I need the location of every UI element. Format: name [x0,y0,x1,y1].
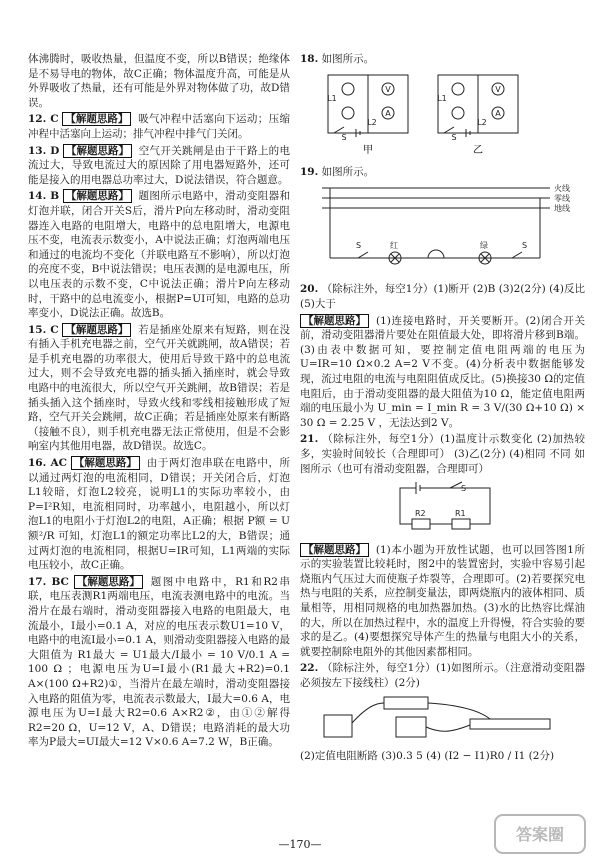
q20-tag: 【解题思路】 [300,314,369,328]
q11-continuation: 体沸腾时，吸收热量，但温度不变，所以B错误；绝缘体是不易导电的物体，故C正确；物体温度升高，可能是从外界吸收了热量，还有可能是外界对物体做了功，故D错误。 [28,53,290,109]
buzzer-icon [428,250,444,258]
q17-formula: R1最大 = U1最大/I最小 = 10 V/0.1 A = 100 Ω [28,648,291,676]
q19-header [300,165,585,180]
q15-text: 若是插座处原来有短路，则在没有插入手机充电器之前，空气开关就跳闸，故A错误；若是手机充电器的功率很大，使用后导致干路中的总电流过大，则不会导致充电器的插头插入插座时，就会导致电路中的电流很大，所以空气开关跳闸，故B错误；若是插头插入这个插座时，导致火线和零线相接触形成了短路，空气开关会跳闸，故C正确；若是插座处原来有断路（接触不良），则手机充电器无法正常使用，但是不会影响室内其他用电器，故D错误。故选C。 [28,323,291,453]
q20-formula: U_min = I_min R = 3 V/(30 Ω+10 Ω) × 30 Ω = 2.25 V [300,402,586,429]
q22-answer [300,661,585,690]
q18-text: 如图所示。 [321,53,375,65]
page-number: —170— [278,838,322,851]
q16-text-1: 由于两灯泡串联在电路中，所以通过两灯泡的电流相同，D错误；开关闭合后，灯泡L1较暗，灯泡L2较亮，说明L1的实际功率较小，由P=I²R知，电流相同时，功率越小，电阻越小，所以灯泡L1的电阻小于灯泡L2的电阻，A正确；根据 [28,457,291,528]
q16-formula: P额 = U额²/R [28,515,291,542]
q20-number: 20. [300,283,319,296]
q18-number: 18. [300,53,319,65]
svg-text:S: S [356,240,362,250]
label-green-lamp: 绿 [480,240,488,250]
q19-wiring-svg [300,182,585,274]
rheostat-icon [470,719,550,729]
q16-number: 16. AC [28,457,67,470]
label-live-wire: 火线 [554,183,570,193]
q16-text-2: 可知，灯泡L1的额定功率比L2的大，B错误；通过两灯泡的电流相同，根据U=IR可知，L1两端的实际电压较小，故C正确。 [28,530,291,572]
right-column [300,52,585,766]
q16-answer [28,456,290,573]
q21-circuit-figure [300,478,585,539]
label-red-lamp: 红 [390,240,398,250]
q15-number: 15. C [28,323,59,336]
q17-tag: 【解题思路】 [74,575,143,589]
q17-text-1: 题图中电路中，R1和R2串联，电压表测R1两端电压，电流表测电路中的电流。当滑片在最右端时，滑动变阻器接入电路的电阻最大，电流最小，I最小=0.1 A，对应的电压表示数U1=10 V，电路中的电流I最小=0.1 A，则滑动变阻器接入电路的最大阻值为 [28,575,290,661]
lamp-l2-icon [342,107,354,119]
left-column [28,52,290,752]
q22-subanswers [300,749,585,764]
svg-text:A: A [495,108,501,118]
q20-text: （除标注外，每空1分）(1)断开 (2)B (3)2(2分) (4)反比 (5)大于 [300,283,585,310]
svg-text:L1: L1 [327,93,337,103]
svg-text:A: A [385,108,391,118]
q19-wiring-figure [300,182,585,279]
q12-text: 吸气冲程中活塞向下运动；压缩冲程中活塞向上运动；排气冲程中排气门关闭。 [28,113,291,140]
q22-answer-2: (2)定值电阻断路 [300,750,378,763]
q22-formula: (I2 − I1)R0 / I1 [444,750,526,763]
q12-number: 12. C [28,113,59,126]
figure-label-jia: 甲 [363,144,373,156]
q21-exp: (1)本小题为开放性试题，也可以回答图1所示的实验装置比较耗时，图2中的装置密封，实验中容易引起烧瓶内气压过大而使瓶子炸裂等，合理即可。(2)若要探究电热与电阻的关系，应控制变量法，即两烧瓶内的液体相同、质量相等，用相同规格的电加热器加热。(3)水的比热容比煤油的大，所以在加热过程中，水的温度上升得慢，符合实验的要求的是乙。(4)要想探究导体产生的热量与电阻大小的关系，就要控制除电阻外的其他因素都相同。 [300,543,585,658]
q18-header [300,52,585,67]
q15-tag: 【解题思路】 [62,323,131,337]
q22-apparatus-figure [300,693,585,746]
q20-answer [300,282,585,311]
q13-tag: 【解题思路】 [63,144,132,158]
label-neutral-wire: 零线 [554,193,570,203]
label-r2: R2 [415,509,426,519]
q13-text: 空气开关跳闸是由于干路上的电流过大，导致电流过大的原因除了用电器短路外，还可能是接入的用电器总功率过大，D说法错误，符合题意。 [28,144,290,186]
q17-number: 17. BC [28,575,69,588]
svg-text:L2: L2 [477,117,487,127]
q19-text: 如图所示。 [321,166,375,179]
meter-left-icon [324,715,352,737]
resistor-r1 [452,519,470,529]
q18-circuit-svg [300,69,540,157]
meter-mid-icon [396,717,426,737]
q15-answer [28,323,290,454]
lamp-l1-icon [342,83,354,95]
q17-text-2: ；电源电压为U=I最小(R1最大+R2)=0.1 A×(100 Ω+R2)①，当滑片在最左端时，滑动变阻器接入电路的阻值为零，电流表示数最大，I最大=0.6 A，电源电压为U=I最大R2=0.6 A×R2②，由①②解得R2=20 Ω，U=12 V，A、D错误；电路消耗的最大功率为P最大=UI最大=12 V×0.6 A=7.2 W，B正确。 [28,663,290,749]
q22-text: （除标注外，每空1分）(1)如图所示。（注意滑动变阻器必须按左下接线柱）(2分) [300,662,585,690]
q12-answer [28,112,290,141]
q22-answer-3: (3)0.3 5 [381,750,423,763]
svg-text:S: S [451,132,457,142]
label-switch-s: S [461,484,467,494]
q20-explanation [300,314,585,431]
q14-answer [28,189,290,320]
q22-number: 22. [300,662,319,675]
svg-text:L2: L2 [367,117,377,127]
svg-text:S: S [341,132,347,142]
figure-label-yi: 乙 [473,144,483,156]
svg-text:L1: L1 [437,93,447,103]
svg-text:S: S [522,240,528,250]
q19-number: 19. [300,166,319,179]
q21-explanation [300,543,585,660]
resistor-r2 [412,519,430,529]
q13-number: 13. D [28,144,60,157]
q22-mark: (2分) [528,750,555,763]
label-earth-wire: 地线 [554,203,570,213]
q22-apparatus-svg [300,693,585,741]
q20-exp-1: (1)连接电路时，开关要断开。(2)闭合开关前，滑动变阻器滑片要处在阻值最大处，即将滑片移到B端。(3)由表中数据可知，要控制定值电阻两端的电压为U=IR=10 Ω×0.2 A=2 V不变。(4)分析表中数据能够发现，流过电阻的电流与电阻阻值成反比。(5)换接30 Ω的定值电阻后，由于滑动变阻器的最大阻值为10 Ω，能定值电阻两端的电压最小为 [300,314,585,415]
q20-exp-2: ，无法达到2 V。 [378,416,460,429]
label-r1: R1 [455,509,466,519]
q12-tag: 【解题思路】 [62,112,131,126]
q17-answer [28,575,290,750]
q14-number: 14. B [28,190,60,203]
q22-answer-4: (4) [426,750,442,763]
watermark-text: 答案圈 [515,825,565,844]
q13-answer [28,144,290,188]
q14-tag: 【解题思路】 [63,189,132,203]
q18-circuit-figures [300,69,585,162]
q14-text: 题图所示电路中，滑动变阻器和灯泡并联，闭合开关S后，滑片P向左移动时，滑动变阻器连入电路的电阻增大，电路中的总电阻增大，电源电压不变，电流表示数变小，A中说法正确；灯泡两端电压和通过的电流均不变化（并联电路互不影响），所以灯泡的亮度不变，B中说法错误；电压表测的是电源电压，所以电压表的示数不变，C中说法正确；滑片P向左移动时，干路中的总电流变小，根据P=UI可知，电路的总功率变小，D说法正确。故选B。 [28,190,290,320]
battery-icon [384,697,428,709]
q21-answer [300,432,585,476]
watermark-logo [494,814,586,854]
q16-tag: 【解题思路】 [71,456,140,470]
q21-text: （除标注外，每空1分）(1)温度计示数变化 (2)加热较多，实验时间较长（合理即可） (3)乙(2分) (4)相同 不同 如图所示（也可有滑动变阻器，合理即可） [300,433,585,475]
svg-text:V: V [385,84,391,94]
q21-circuit-svg [300,478,585,534]
svg-text:V: V [495,84,501,94]
q21-number: 21. [300,433,319,446]
q21-tag: 【解题思路】 [300,543,369,557]
